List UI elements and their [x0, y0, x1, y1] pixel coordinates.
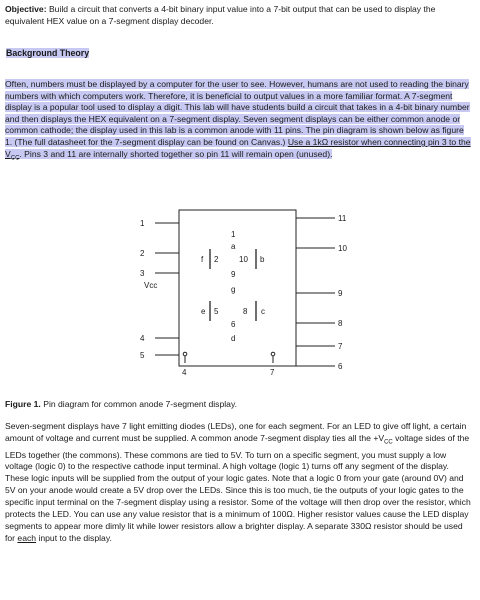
segment-letter-e: e	[201, 307, 206, 316]
inner-number-7: 7	[270, 368, 275, 377]
inner-number-5: 5	[214, 307, 219, 316]
pin-label-2: 2	[140, 249, 145, 258]
objective-label: Objective:	[5, 4, 47, 14]
segment-letter-c: c	[261, 307, 265, 316]
objective-text: Build a circuit that converts a 4-bit binary input value into a 7-bit output that can be used to display the equivalent HEX value on a 7-segment display decoder.	[5, 4, 436, 26]
pin-label-6: 6	[338, 362, 343, 371]
segment-letter-a: a	[231, 242, 236, 251]
display-body	[179, 210, 296, 366]
pin-label-11: 11	[338, 214, 347, 223]
seven-segment-paragraph: Seven-segment displays have 7 light emitting diodes (LEDs), one for each segment. For an LED to give off light, a certain amount of voltage and current must be supplied. A common anode 7-segment display ties all the $+V_{CC}$ voltage sides of the LEDs together (the commons). These commons are tied to 5V. To turn on a specific segment, you must supply a low voltage (logic 0) to the respective cathode input terminal. A high voltage (logic 1) turns off any segment of the display. These logic inputs will be supplied from the output of your logic gates. Note that a logic 0 from your gate (around 0V) and 5V on your anode would create a 5V drop over the LEDs. Since this is too much, tie the outputs of your logic gates to the specific input terminal on the 7-segment display using a resistor. Some of the voltage will then drop over the resistor, which protects the LED. You can use any value resistor that is a minimum of 100Ω. Higher resistor values cause the LED display segments to appear more dimly lit while lower resistors allow a brighter display. A separate 330Ω resistor should be used for each input to the display.	[5, 421, 471, 543]
background-heading	[5, 47, 475, 61]
inner-number-2: 2	[214, 255, 219, 264]
objective-paragraph	[5, 4, 473, 27]
stub-4-dot	[183, 352, 187, 356]
each-emphasis: each	[17, 532, 37, 543]
segment-letter-f: f	[201, 255, 204, 264]
pin-diagram	[130, 203, 360, 385]
segment-letter-b: b	[260, 255, 265, 264]
inner-number-10: 10	[239, 255, 248, 264]
pin-label-7: 7	[338, 342, 343, 351]
inner-number-8: 8	[243, 307, 248, 316]
background-resistor-note: Use a 1kΩ resistor when connecting pin 3 to the $V_{CC}$	[5, 136, 471, 162]
pin-label-10: 10	[338, 244, 347, 253]
pin-label-3: 3	[140, 269, 145, 278]
background-heading-text: Background Theory	[6, 48, 90, 58]
vcc-label: Vcc	[144, 281, 158, 290]
pin-label-9: 9	[338, 289, 343, 298]
pin-label-8: 8	[338, 319, 343, 328]
pin-label-5: 5	[140, 351, 145, 360]
figure-caption-text: Pin diagram for common anode 7-segment display.	[40, 399, 237, 409]
segment-letter-g: g	[231, 285, 236, 294]
background-body-main: Often, numbers must be displayed by a computer for the user to see. However, humans are not used to reading the binary numbers with which computers work. Therefore, it is beneficial to output values in a more familiar format. A 7-segment display is a popular tool used to display a digit. This lab will have students build a circuit that takes in a 4-bit binary number and then displays the HEX equivalent on a 7-segment display. Seven segment displays can be either common anode or common cathode; the display used in this lab is a common anode with 11 pins. The pin diagram is shown below as figure 1. (The full datasheet for the 7-segment display can be found on Canvas.)	[5, 79, 470, 147]
figure-caption	[5, 399, 473, 411]
inner-number-6: 6	[231, 320, 236, 329]
pin-label-1: 1	[140, 219, 145, 228]
pin-label-4: 4	[140, 334, 145, 343]
inner-number-1: 1	[231, 230, 236, 239]
background-body-after: . Pins 3 and 11 are internally shorted together so pin 11 will remain open (unused).	[19, 148, 333, 159]
inner-number-4: 4	[182, 368, 187, 377]
background-paragraph	[5, 79, 473, 165]
segment-letter-d: d	[231, 334, 236, 343]
inner-number-9: 9	[231, 270, 236, 279]
stub-7-dot	[271, 352, 275, 356]
figure-label: Figure 1.	[5, 399, 41, 409]
